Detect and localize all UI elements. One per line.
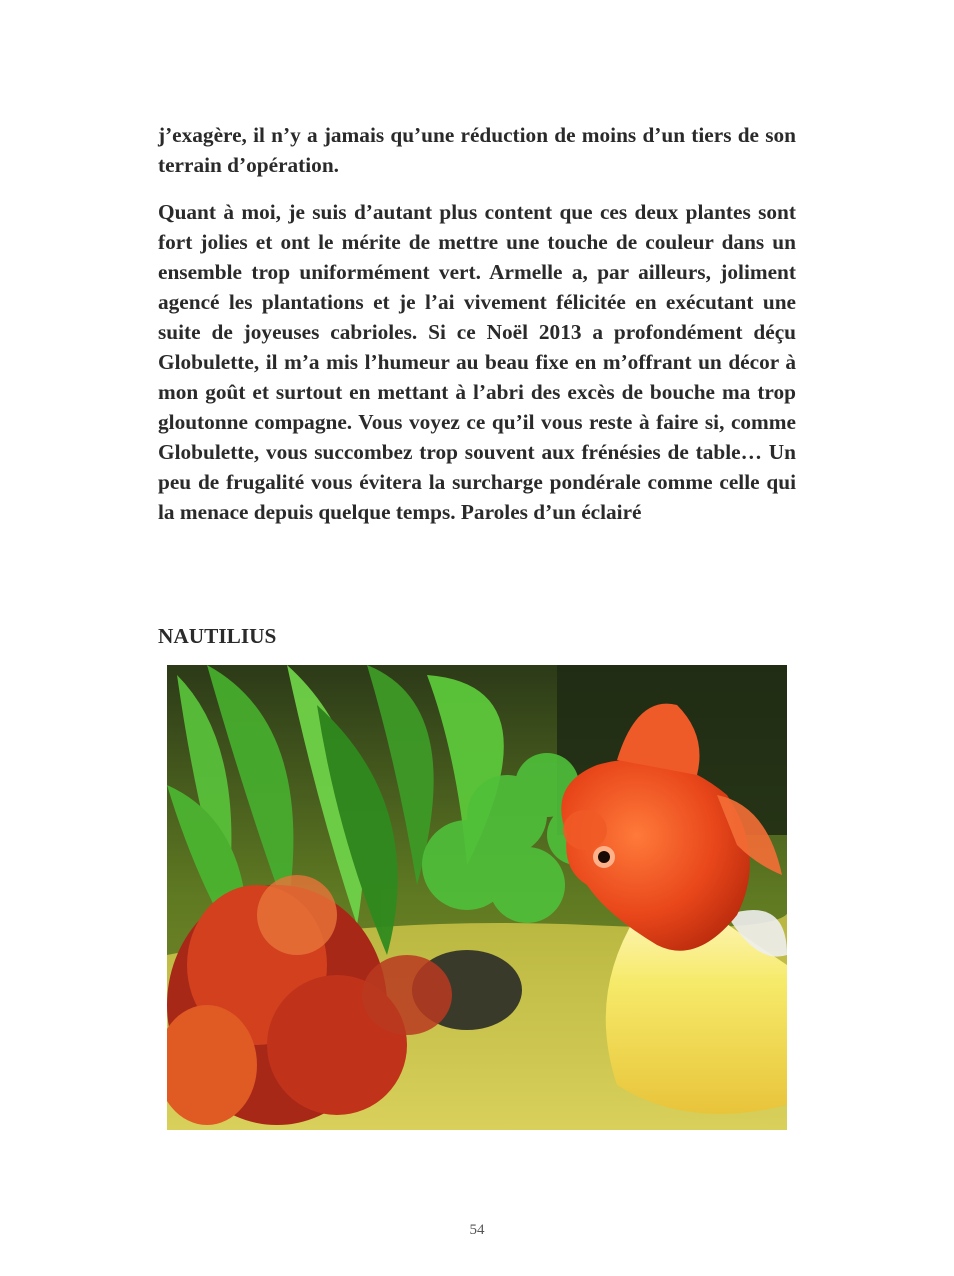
page-number: 54 [469,1222,485,1238]
goldfish-head [563,810,607,850]
aquarium-illustration [167,665,787,1130]
goldfish-eye [598,851,610,863]
paragraph-1: j’exagère, il n’y a jamais qu’une réduction de moins d’un tiers de son terrain d’opération. [158,123,796,177]
signature-heading: NAUTILIUS [158,624,277,648]
paragraph-2: Quant à moi, je suis d’autant plus content que ces deux plantes sont fort jolies et ont le mérite de mettre une touche de couleur dans un ensemble trop uniformément vert. Armelle a, par ailleurs, joliment agencé les plantations et je l’ai vivement félicitée en exécutant une suite de joyeuses cabrioles. Si ce Noël 2013 a profondément déçu Globulette, il m’a mis l’humeur au beau fixe en m’offrant un décor à mon goût et surtout en mettant à l’abri des excès de bouche ma trop gloutonne compagne. Vous voyez ce qu’il vous reste à faire si, comme Globulette, vous succombez trop souvent aux frénésies de table… Un peu de frugalité vous évitera la surcharge pondérale comme celle qui la menace depuis quelque temps. Paroles d’un éclairé [158,200,796,524]
goldfish-aquarium-photo [167,665,787,1130]
